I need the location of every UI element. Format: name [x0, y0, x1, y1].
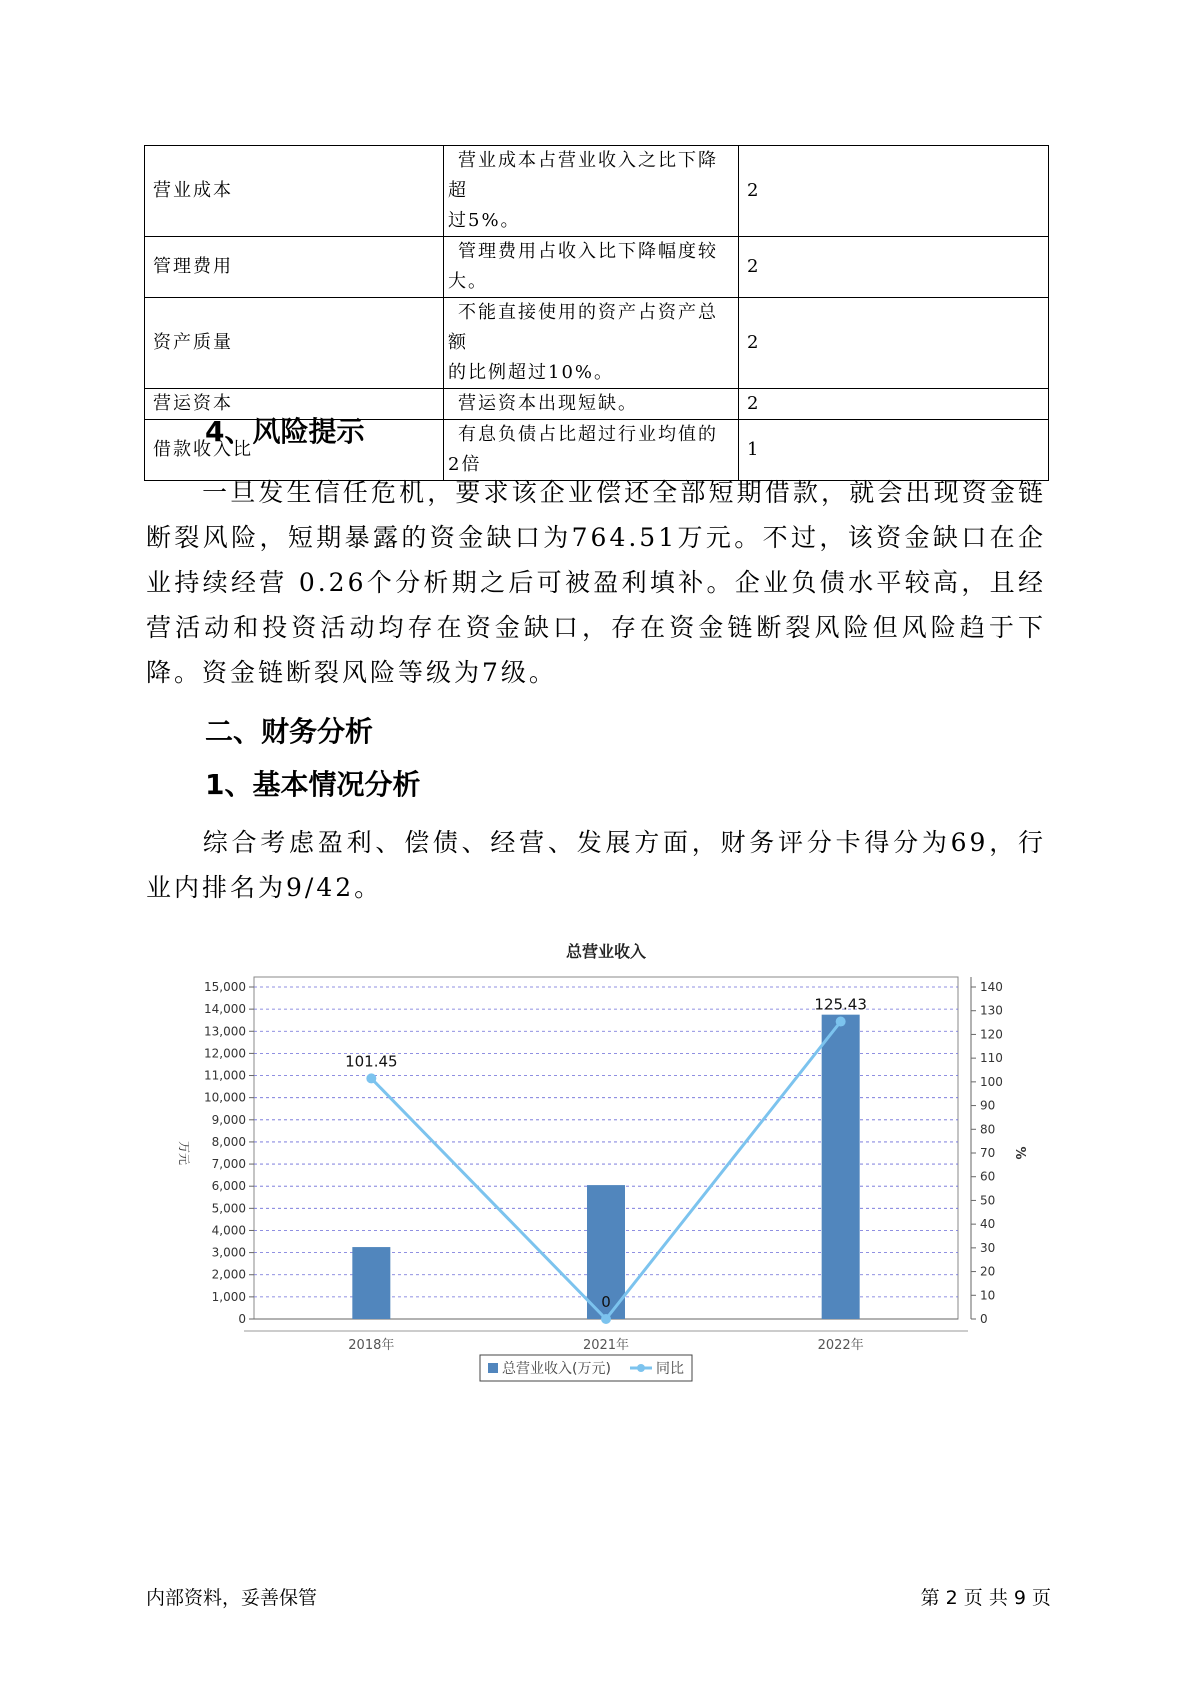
- y-tick-label: 9,000: [211, 1112, 246, 1127]
- risk-heading: 4、风险提示: [205, 415, 365, 448]
- table-cell-item: 管理费用: [145, 237, 444, 298]
- legend-label-revenue: 总营业收入(万元): [502, 1361, 611, 1377]
- y-tick-label: 12,000: [204, 1046, 246, 1061]
- y-tick-label: 1,000: [211, 1289, 246, 1304]
- table-cell-score: 1: [739, 420, 1049, 481]
- table-cell-desc: 营运资本出现短缺。: [444, 389, 739, 420]
- table-cell-item: 营运资本: [145, 389, 444, 420]
- yoy-data-label: 125.43: [814, 995, 867, 1014]
- y2-tick-label: 50: [980, 1193, 996, 1208]
- table-cell-item: 借款收入比: [145, 420, 444, 481]
- x-tick-label: 2018年: [348, 1338, 395, 1353]
- y-tick-label: 8,000: [211, 1134, 246, 1149]
- y-tick-label: 5,000: [211, 1201, 246, 1216]
- y-tick-label: 0: [238, 1312, 246, 1326]
- y-tick-label: 10,000: [204, 1090, 246, 1105]
- y2-tick-label: 130: [980, 1003, 1003, 1018]
- y-tick-label: 6,000: [211, 1179, 246, 1194]
- yoy-data-label: 101.45: [345, 1052, 398, 1071]
- y2-tick-label: 20: [980, 1264, 996, 1279]
- y2-tick-label: 90: [980, 1098, 996, 1113]
- y2-tick-label: 40: [980, 1217, 996, 1232]
- y2-axis-label: %: [1012, 1146, 1027, 1160]
- table-cell-desc: 不能直接使用的资产占资产总额 的比例超过10%。: [444, 298, 739, 389]
- y-axis-label: 万元: [177, 1140, 191, 1166]
- y2-tick-label: 0: [980, 1312, 988, 1326]
- y-tick-label: 3,000: [211, 1245, 246, 1260]
- y2-tick-label: 30: [980, 1240, 996, 1255]
- table-cell-item: 资产质量: [145, 298, 444, 389]
- y-tick-label: 15,000: [204, 980, 246, 994]
- legend-swatch-bar: [488, 1363, 498, 1373]
- risk-paragraph: 一旦发生信任危机，要求该企业偿还全部短期借款，就会出现资金链断裂风险，短期暴露的资金缺口为764.51万元。不过，该资金缺口在企业持续经营 0.26个分析期之后可被盈利填补。企业负债水平较高，且经营活动和投资活动均存在资金缺口，存在资金链断裂风险但风险趋于下降。资金链断裂风险等级为7级。: [146, 478, 1046, 687]
- revenue-chart: [170, 935, 1040, 1395]
- x-tick-label: 2022年: [817, 1338, 864, 1353]
- y2-tick-label: 80: [980, 1122, 996, 1137]
- revenue-bar: [352, 1247, 390, 1319]
- revenue-bar: [822, 1015, 860, 1319]
- y-tick-label: 2,000: [211, 1267, 246, 1282]
- basic-analysis-heading: 1、基本情况分析: [205, 768, 421, 801]
- basic-analysis-paragraph: 综合考虑盈利、偿债、经营、发展方面，财务评分卡得分为69，行业内排名为9/42。: [146, 828, 1046, 902]
- table-cell-desc: 有息负债占比超过行业均值的2倍: [444, 420, 739, 481]
- y2-tick-label: 10: [980, 1288, 996, 1303]
- y-tick-label: 14,000: [204, 1002, 246, 1017]
- table-cell-score: 2: [739, 389, 1049, 420]
- table-row: [145, 298, 1049, 389]
- table-cell-item: 营业成本: [145, 146, 444, 237]
- legend-swatch-point: [637, 1364, 645, 1372]
- y-tick-label: 13,000: [204, 1024, 246, 1039]
- table-cell-desc: 营业成本占营业收入之比下降超 过5%。: [444, 146, 739, 237]
- table-cell-score: 2: [739, 146, 1049, 237]
- y-tick-label: 11,000: [204, 1068, 246, 1083]
- table-cell-desc: 管理费用占收入比下降幅度较大。: [444, 237, 739, 298]
- table-row: [145, 146, 1049, 237]
- footer-page-number: 第 2 页 共 9 页: [920, 1587, 1051, 1609]
- y2-tick-label: 120: [980, 1027, 1003, 1042]
- legend-label-yoy: 同比: [656, 1361, 684, 1377]
- y-tick-label: 4,000: [211, 1223, 246, 1238]
- table-cell-score: 2: [739, 298, 1049, 389]
- y-tick-label: 7,000: [211, 1157, 246, 1172]
- yoy-point: [836, 1017, 846, 1027]
- yoy-data-label: 0: [601, 1293, 611, 1311]
- y2-tick-label: 100: [980, 1074, 1003, 1089]
- y2-tick-label: 110: [980, 1051, 1003, 1066]
- footer-confidential: 内部资料，妥善保管: [146, 1587, 318, 1609]
- yoy-point: [366, 1073, 376, 1083]
- yoy-point: [601, 1314, 611, 1324]
- y2-tick-label: 140: [980, 980, 1003, 994]
- chart-title: 总营业收入: [565, 942, 647, 961]
- table-cell-score: 2: [739, 237, 1049, 298]
- y2-tick-label: 70: [980, 1146, 996, 1160]
- revenue-chart-svg: [170, 935, 1040, 1395]
- x-tick-label: 2021年: [582, 1338, 630, 1353]
- y2-tick-label: 60: [980, 1169, 996, 1184]
- table-row: [145, 237, 1049, 298]
- finance-heading: 二、财务分析: [205, 715, 374, 748]
